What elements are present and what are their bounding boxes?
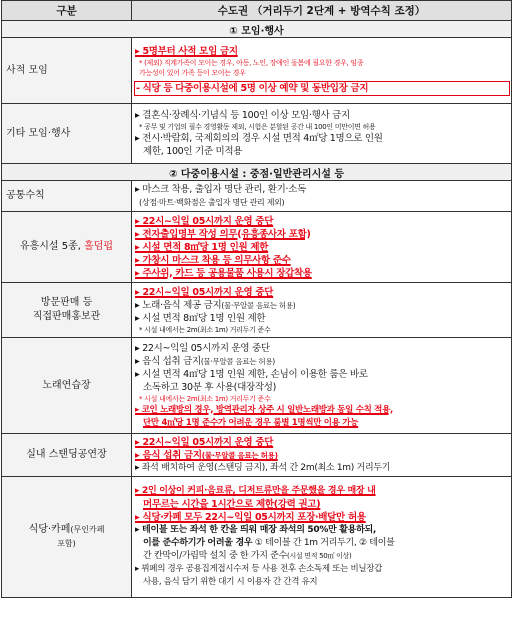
category-label-2: 직접판매홍보관 xyxy=(32,311,101,322)
rule-note: (시설 면적 50㎡ 이상) xyxy=(287,552,352,560)
rule-line: ▸ 전시·박람회, 국제회의의 경우 시설 면적 4㎡당 1명으로 인원 xyxy=(135,133,383,144)
table-header-row xyxy=(2,1,512,21)
section-row-facilities xyxy=(2,164,512,181)
rule-line: ▸ 22시~익일 05시까지 운영 중단 xyxy=(135,286,274,298)
category-label-1: 방문판매 등 xyxy=(40,297,93,308)
rule-line: ▸ 시설 면적 8㎡당 1명 인원 제한 xyxy=(135,241,269,253)
rule-line: ▸ 노래·음식 제공 금지 xyxy=(135,299,222,311)
rule-line: ▸ 5명부터 사적 모임 금지 xyxy=(135,46,238,57)
rule-line: ▸ 22시~익일 05시까지 운영 중단 xyxy=(135,342,270,354)
section-row-gatherings xyxy=(2,21,512,38)
category-door-to-door xyxy=(2,283,132,338)
rule-line: ▸ 음식 섭취 금지 xyxy=(135,355,201,367)
rule-line-cont: 제한, 100인 기준 미적용 xyxy=(143,146,243,157)
category-karaoke: 노래연습장 xyxy=(2,338,132,434)
category-label-1: 식당·카페 xyxy=(28,524,71,535)
category-label-highlight: 홀덤펍 xyxy=(84,241,114,252)
rule-line: ▸ 뷔페의 경우 공용집게접시수저 등 사용 전후 손소독제 또는 비닐장갑 xyxy=(135,564,383,574)
rule-line: ▸ 22시~익일 05시까지 운영 중단 xyxy=(135,215,274,227)
rule-line-cont: 간 칸막이/가림막 설치 중 한 가지 준수 xyxy=(143,551,288,561)
category-standing-venue: 실내 스탠딩공연장 xyxy=(2,434,132,477)
rule-line: ▸ 2인 이상이 커피·음료류, 디저트류만을 주문했을 경우 매장 내 xyxy=(135,486,376,496)
row-restaurant xyxy=(2,477,512,598)
rule-note: (상점·마트·백화점은 출입자 명단 관리 제외) xyxy=(139,198,285,207)
rule-line: ▸ 결혼식·장례식·기념식 등 100인 이상 모임·행사 금지 xyxy=(135,110,350,121)
header-capital-region: 수도권 （거리두기 2단계 + 방역수칙 조정） xyxy=(132,1,512,21)
rule-note: * 시설 내에서는 2m(최소 1m) 거리두기 준수 xyxy=(139,394,271,403)
rule-note: 가능성이 있어 가족 등이 모이는 경우 xyxy=(139,69,246,77)
category-common-rules: 공통수칙 xyxy=(2,181,132,212)
rule-line-cont: ① 테이블 간 1m 거리두기, ② 테이블 xyxy=(252,538,395,548)
rule-line: ▸ 전자출입명부 작성 의무(유흥종사자 포함) xyxy=(135,228,311,240)
rule-note: (물·무알콜 음료는 허용) xyxy=(221,300,296,310)
category-label-2: 포함) xyxy=(57,539,76,548)
row-standing-venue xyxy=(2,434,512,477)
rule-line: ▸ 시설 면적 8㎡당 1명 인원 제한 xyxy=(135,312,266,324)
rule-line-cont: 사용, 음식 담기 위한 대기 시 이용자 간 간격 유지 xyxy=(143,577,318,587)
category-label-note: (무인카페 xyxy=(70,525,105,534)
rule-line-cont: 이를 준수하기가 어려울 경우 xyxy=(143,538,253,548)
section-title-facilities: ② 다중이용시설 : 중점·일반관리시설 등 xyxy=(2,164,512,181)
row-other-events xyxy=(2,104,512,164)
category-private-gathering: 사적 모임 xyxy=(2,38,132,104)
header-category: 구분 xyxy=(2,1,132,21)
rule-line: ▸ 마스크 착용, 출입자 명단 관리, 환기·소독 xyxy=(135,184,306,195)
category-label: 유흥시설 5종, xyxy=(19,241,85,252)
rule-line: ▸ 식당·카페 모두 22시~익일 05시까지 포장·배달만 허용 xyxy=(135,512,366,523)
rule-line-highlighted: - 식당 등 다중이용시설에 5명 이상 예약 및 동반입장 금지 xyxy=(134,81,510,96)
rule-note: * 시설 내에서는 2m(최소 1m) 거리두기 준수 xyxy=(139,325,271,334)
rule-line: ▸ 코인 노래방의 경우, 방역관리자 상주 시 일반노래방과 동일 수칙 적용, xyxy=(135,404,393,415)
category-restaurant xyxy=(2,477,132,598)
rule-note: * (제외) 직계가족이 모이는 경우, 아동, 노인, 장애인 돌봄에 필요한 경우, 임종 xyxy=(139,59,364,67)
row-karaoke xyxy=(2,338,512,434)
rule-line: ▸ 가창시 마스크 착용 등 의무사항 준수 xyxy=(135,254,291,266)
category-entertainment xyxy=(2,212,132,283)
rule-line: ▸ 좌석 배치하여 운영(스탠딩 금지), 좌석 간 2m(최소 1m) 거리두기 xyxy=(135,462,391,473)
row-door-to-door xyxy=(2,283,512,338)
rule-line-cont: 머무르는 시간을 1시간으로 제한(강력 권고) xyxy=(143,499,321,510)
section-title-gatherings: ① 모임·행사 xyxy=(2,21,512,38)
rule-note: (물·무알콜 음료는 허용) xyxy=(200,356,275,366)
distancing-rules-table xyxy=(1,0,512,598)
row-common-rules xyxy=(2,181,512,212)
rule-note: (물·무알콜 음료는 허용) xyxy=(201,450,278,460)
rule-line: ▸ 주사위, 카드 등 공용물품 사용시 장갑착용 xyxy=(135,267,312,279)
row-private-gathering xyxy=(2,38,512,104)
rule-line: ▸ 음식 섭취 금지 xyxy=(135,449,202,461)
rule-line: ▸ 시설 면적 4㎡당 1명 인원 제한, 손님이 이용한 룸은 바로 xyxy=(135,368,368,380)
rule-line-cont: 소독하고 30분 후 사용(대장작성) xyxy=(143,381,276,393)
rule-line: ▸ 테이블 또는 좌석 한 칸을 띄워 매장 좌석의 50%만 활용하되, xyxy=(135,525,376,535)
row-entertainment xyxy=(2,212,512,283)
category-other-events: 기타 모임·행사 xyxy=(2,104,132,164)
rule-line-cont: 단만 4㎡당 1명 준수가 어려운 경우 룸별 1명씩만 이용 가능 xyxy=(143,417,359,428)
rule-line: ▸ 22시~익일 05시까지 운영 중단 xyxy=(135,436,274,448)
rule-note: * 공무 및 기업의 필수 경영활동 제외, 시험은 분할된 공간 내 100인 미만이면 허용 xyxy=(139,123,376,131)
